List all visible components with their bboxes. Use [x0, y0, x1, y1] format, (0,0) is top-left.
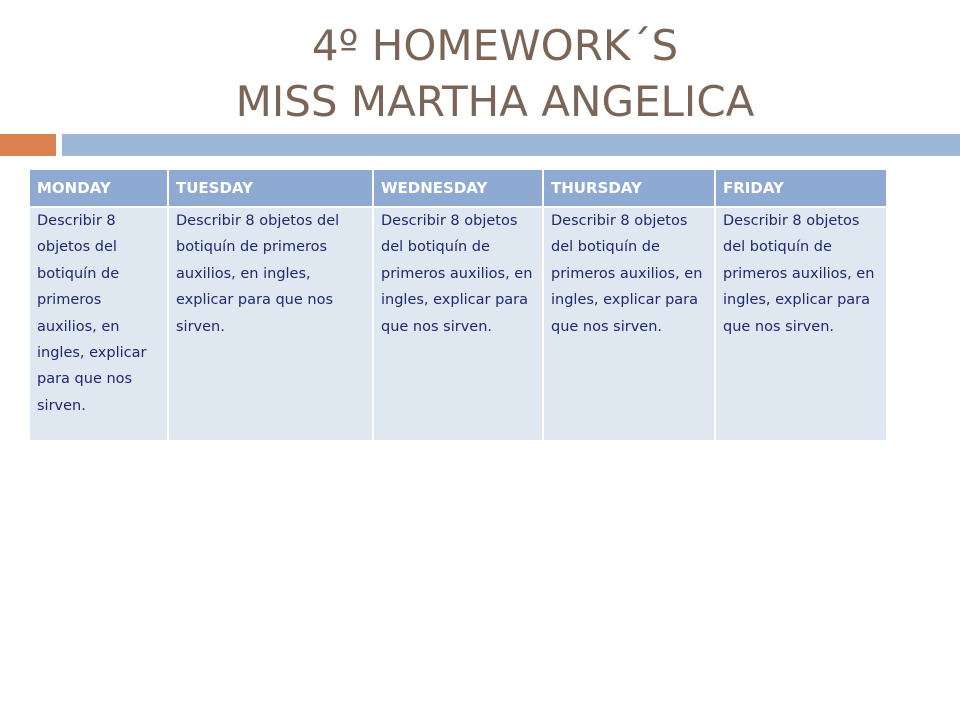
- cell-thursday: Describir 8 objetos del botiquín de primeros auxilios, en ingles, explicar para que nos sirven.: [543, 207, 715, 440]
- homework-table: [30, 170, 886, 440]
- table-row: [30, 207, 886, 440]
- accent-bar-orange: [0, 134, 56, 156]
- cell-monday: Describir 8 objetos del botiquín de primeros auxilios, en ingles, explicar para que nos sirven.: [30, 207, 168, 440]
- header-thursday: THURSDAY: [543, 170, 715, 207]
- header-monday: MONDAY: [30, 170, 168, 207]
- cell-friday: Describir 8 objetos del botiquín de primeros auxilios, en ingles, explicar para que nos sirven.: [715, 207, 886, 440]
- header-tuesday: TUESDAY: [168, 170, 373, 207]
- header-wednesday: WEDNESDAY: [373, 170, 543, 207]
- cell-wednesday: Describir 8 objetos del botiquín de primeros auxilios, en ingles, explicar para que nos sirven.: [373, 207, 543, 440]
- slide-title: [0, 18, 960, 130]
- title-line-2: MISS MARTHA ANGELICA: [235, 77, 755, 126]
- header-friday: FRIDAY: [715, 170, 886, 207]
- title-line-1: 4º HOMEWORK´S: [311, 21, 679, 70]
- cell-tuesday: Describir 8 objetos del botiquín de primeros auxilios, en ingles, explicar para que nos sirven.: [168, 207, 373, 440]
- accent-bar-blue: [62, 134, 960, 156]
- table-header-row: [30, 170, 886, 207]
